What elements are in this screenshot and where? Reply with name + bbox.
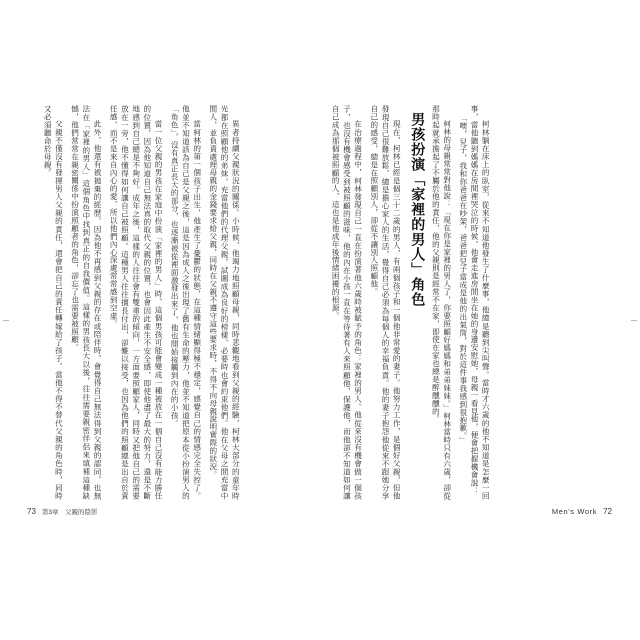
right-paragraph-3: 現在，柯林已經是個三十二歲的男人，有兩個孩子和一個他非常愛的妻子。他努力工作，是個好父親，但他發現自己很難放鬆，總是擔心家人的生活，覺得自己必須為每個人的幸福負責。他的妻子抱怨他從來不跟她分享自己的感受，總是在照顧別人，卻從不讓別人照顧他。 bbox=[369, 105, 402, 500]
book-running-head: Men's Work bbox=[551, 507, 598, 516]
left-page-body bbox=[42, 105, 241, 500]
crop-mark-left bbox=[3, 320, 9, 321]
left-paragraph-5: 父親不僅沒有發揮男人父親的責任，還會把自己的責任轉嫁給了孩子。當他不得不替代父親的角色時，同時又必須聽命於母親。 bbox=[43, 105, 64, 500]
left-page bbox=[42, 105, 320, 500]
right-page-body bbox=[330, 105, 491, 500]
left-paragraph-3: 當一位父親的男孩在家庭中扮演「家裡的男人」時，這個男孩可能會變成一種被放在一個自己沒有能力勝任的位置，因為他知道自己無法真的取代父親的位置，也會因此產生不安全感，即使他盡了最大的努力，還是不斷地感到自己總是不夠好。成年之後，這樣的人往往會有雙重的傾向，一方面要照顧家人，同時又把他自己的需要放在一旁，他不懂得如何讓自己被照顧。這種男人往往擅長付出，卻難以接受，也因為他們的照顧總是出自於責任感，而不是來自內心的愛，所以他們內心深處常常感到空虛。 bbox=[109, 105, 164, 500]
right-page bbox=[330, 105, 588, 500]
left-folio bbox=[27, 507, 98, 516]
right-paragraph-2: 柯林的母親常常對他說：「現在你是家裡的男人了，你要照顧好媽媽和弟弟妹妹。」柯林當時只有六歲，卻從那時起就承擔起了不屬於他的責任，他的父親則是經常不在家，即使在家也總是醉醺醺的。 bbox=[431, 105, 452, 500]
right-quote: 「噢，兒子，我和你爸爸在吵架，爸爸把兒子當成是他的出氣筒，對於這件事我感到很抱歉。」 bbox=[458, 114, 468, 445]
right-paragraph-1: 柯林躺在床上的臥室，從來不知道他發生了什麼事，他總是聽到尖叫聲。當時才六歲的他不知道是怎麼一回事，當他聽到媽媽在房間裡哭泣的時候，他會走進房間坐在她的身邊安慰她，母親一看見他，便會把握機會說： bbox=[470, 105, 491, 500]
chapter-running-head: 第3章 父親的陰影 bbox=[41, 509, 98, 516]
left-paragraph-1: 異者持續父親狀況的關係。小時候，他竭力地照顧母親，同時悲觀地看到父親的經驗，柯林大部分的童年時光都在照顧他的弟妹，充當他們的代理父親，試圖成為良好的榜樣，必要時也會約束他們。他在父母之間充當中間人，並負責處理母親的金錢要求給父親，同時在父親不遵守這些要求時，不得不向母親說明實際的狀況。 bbox=[208, 105, 241, 500]
left-paragraph-2: 當柯林的第一個孩子出生，他產生了憂鬱的狀態，在這種情緒顯得極不穩定，感覺自己的情感完全失控了。他並不知道該為自己是父親之後，這是因為成人之後出現了舊有生命的壓力，他並不知道把原本從小扮演男人的「角色」，沒有真正長大的部分，也逐漸被從裡面激發出來了，他也開始接觸到內在的小孩。 bbox=[170, 105, 202, 500]
right-folio bbox=[552, 507, 612, 516]
section-heading: 男孩扮演「家裡的男人」角色 bbox=[409, 112, 426, 307]
crop-mark-right bbox=[631, 320, 637, 321]
right-page-number: 72 bbox=[603, 507, 612, 516]
left-paragraph-4: 此外，他還有被拋棄的經歷，因為他不再感到父親的存在或陪伴時，會覺得自己無法得到父親的認同，也無法在「家裡的男人」這個角色中找到真正的自我價值。這樣的男孩長大以後，往往需要親密伴侶來填補這種缺憾，他們常常在親密關係中扮演照顧者的角色，卻忘了也需要被照顧。 bbox=[70, 105, 103, 500]
left-page-number: 73 bbox=[27, 507, 36, 516]
right-paragraph-4: 在治療過程中，柯林發現自己一直在扮演著他六歲時被賦予的角色：家裡的男人。他從來沒有機會做一個孩子，也沒有機會感受到被照顧的滋味，他的內在小孩一直在等待著有人來照顧他、保護他，而他卻不知道如何讓自己成為那個被照顧的人，這也是他成年後情緒困擾的根源。 bbox=[331, 105, 363, 500]
